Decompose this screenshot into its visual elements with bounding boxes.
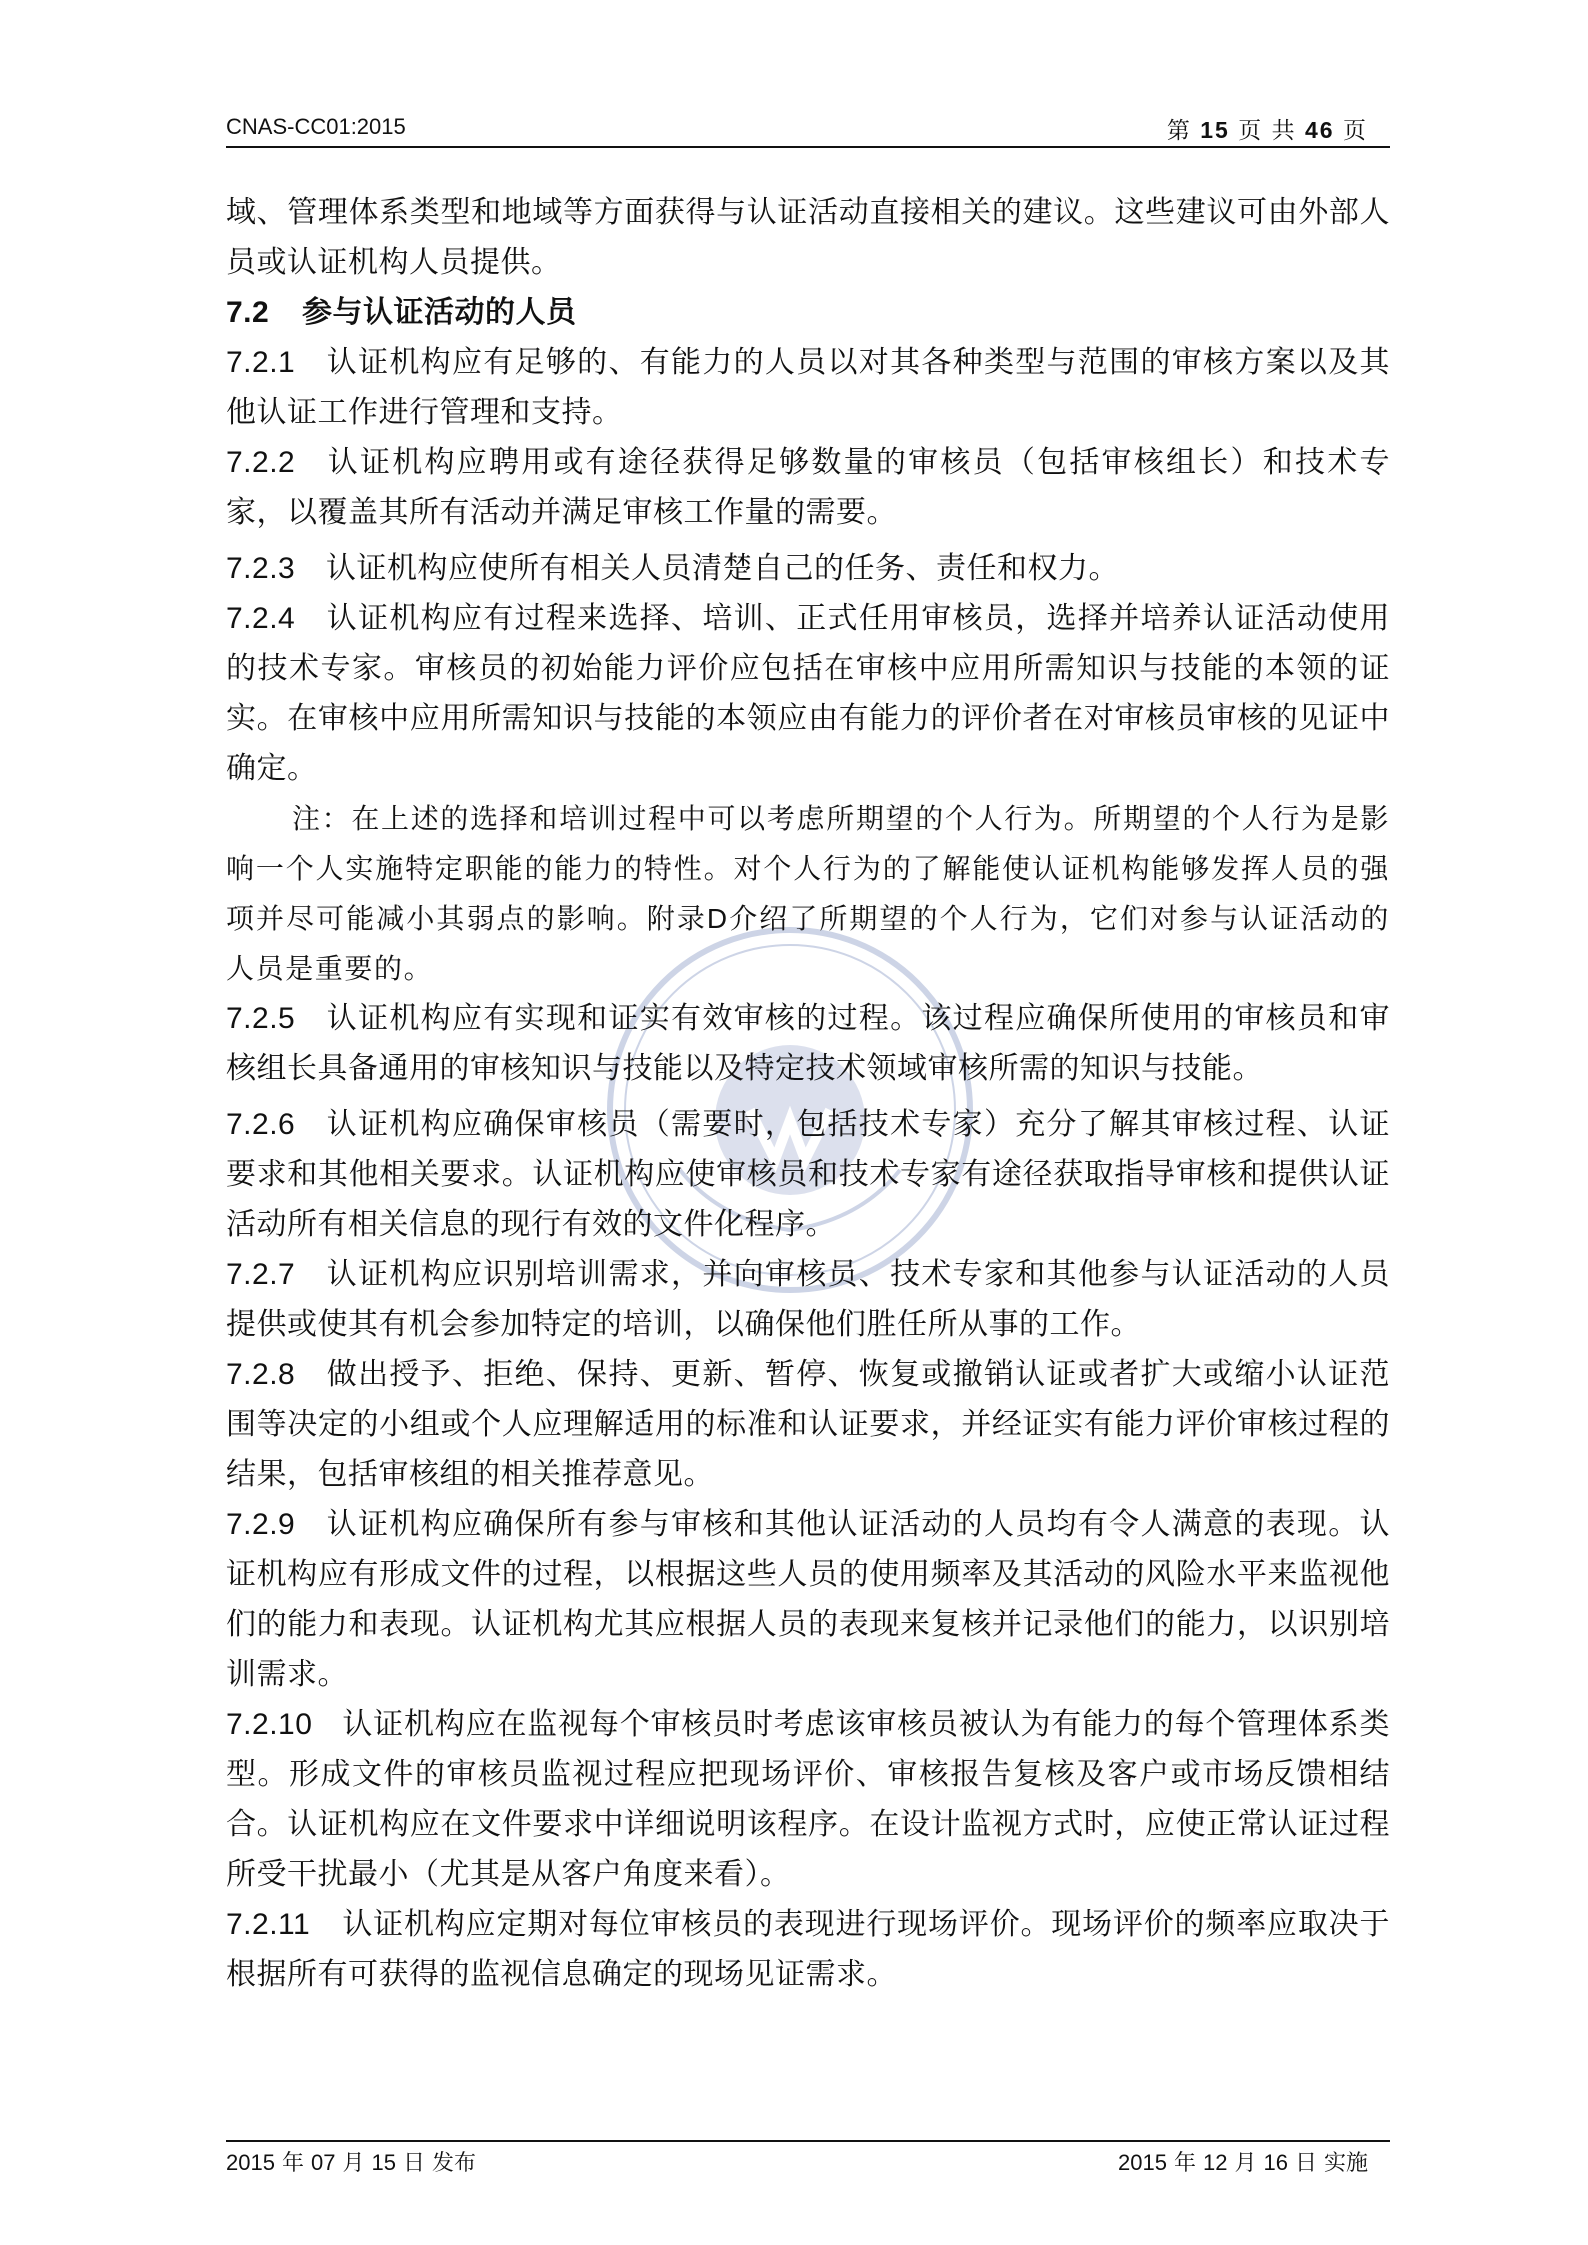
page-header: [226, 112, 1390, 146]
section-heading-7-2: [226, 288, 1390, 338]
impl-label: 实施: [1323, 2151, 1368, 2176]
clause-number: 7.2.10: [226, 1708, 313, 1741]
clause-7-2-3: [226, 544, 1390, 594]
intro-paragraph: 域、管理体系类型和地域等方面获得与认证活动直接相关的建议。这些建议可由外部人员或认证机构人员提供。: [226, 195, 1390, 280]
note-paragraph: [226, 794, 1390, 994]
impl-day: 16: [1263, 2150, 1288, 2175]
year-char: 年: [281, 2151, 304, 2176]
issue-day: 15: [371, 2150, 396, 2175]
day-char: 日: [402, 2151, 425, 2176]
day-char: 日: [1294, 2151, 1317, 2176]
clause-text: 认证机构应确保所有参与审核和其他认证活动的人员均有令人满意的表现。认证机构应有形成文件的过程，以根据这些人员的使用频率及其活动的风险水平来监视他们的能力和表现。认证机构尤其应根据人员的表现来复核并记录他们的能力，以识别培训需求。: [226, 1507, 1390, 1692]
clause-7-2-6: [226, 1100, 1390, 1250]
page-current: 15: [1200, 117, 1230, 143]
annex-letter: D: [706, 903, 729, 934]
issue-year: 2015: [226, 2150, 275, 2175]
clause-text: 认证机构应聘用或有途径获得足够数量的审核员（包括审核组长）和技术专家，以覆盖其所有活动并满足审核工作量的需要。: [226, 445, 1390, 530]
month-char: 月: [342, 2151, 365, 2176]
clause-7-2-10: [226, 1700, 1390, 1900]
clause-text: 认证机构应识别培训需求，并向审核员、技术专家和其他参与认证活动的人员提供或使其有机会参加特定的培训，以确保他们胜任所从事的工作。: [226, 1257, 1390, 1342]
clause-number: 7.2.11: [226, 1908, 311, 1941]
clause-text: 认证机构应定期对每位审核员的表现进行现场评价。现场评价的频率应取决于根据所有可获得的监视信息确定的现场见证需求。: [226, 1907, 1390, 1992]
page-label-suffix: 页: [1343, 117, 1368, 143]
issue-month: 07: [310, 2150, 336, 2175]
section-number: 7.2: [226, 296, 270, 329]
clause-7-2-2: [226, 438, 1390, 538]
impl-month: 12: [1202, 2150, 1228, 2175]
issue-label: 发布: [431, 2151, 476, 2176]
page-number: [1167, 112, 1368, 145]
clause-number: 7.2.9: [226, 1508, 296, 1541]
clause-number: 7.2.4: [226, 602, 296, 635]
clause-text: 做出授予、拒绝、保持、更新、暂停、恢复或撤销认证或者扩大或缩小认证范围等决定的小组或个人应理解适用的标准和认证要求，并经证实有能力评价审核过程的结果，包括审核组的相关推荐意见。: [226, 1357, 1390, 1492]
clause-number: 7.2.8: [226, 1358, 296, 1391]
clause-7-2-8: [226, 1350, 1390, 1500]
impl-year: 2015: [1118, 2150, 1167, 2175]
body-text: [226, 188, 1390, 2000]
clause-text: 认证机构应在监视每个审核员时考虑该审核员被认为有能力的每个管理体系类型。形成文件的审核员监视过程应把现场评价、审核报告复核及客户或市场反馈相结合。认证机构应在文件要求中详细说明该程序。在设计监视方式时，应使正常认证过程所受干扰最小（尤其是从客户角度来看）。: [226, 1707, 1390, 1892]
note-text-start: 注：在上述的选择和培训过程中可以考虑所期望的个人行为。所期望的个人行为是影响一个人实施特定职能的能力的特性。对个人行为的了解能使认证机构能够发挥人员的强项并尽可能减小其弱点的影响。附录: [226, 802, 1390, 935]
clause-number: 7.2.3: [226, 552, 296, 585]
header-rule: [226, 146, 1390, 148]
footer-rule: [226, 2140, 1390, 2142]
page-label-prefix: 第: [1166, 117, 1192, 143]
document-code: CNAS-CC01:2015: [226, 114, 406, 139]
clause-number: 7.2.6: [226, 1108, 296, 1141]
section-title: 参与认证活动的人员: [302, 295, 577, 330]
page-footer: [226, 2146, 1390, 2186]
clause-7-2-7: [226, 1250, 1390, 1350]
clause-text: 认证机构应有足够的、有能力的人员以对其各种类型与范围的审核方案以及其他认证工作进行管理和支持。: [226, 345, 1390, 430]
clause-number: 7.2.2: [226, 446, 296, 479]
clause-text: 认证机构应使所有相关人员清楚自己的任务、责任和权力。: [326, 551, 1119, 586]
clause-number: 7.2.1: [226, 346, 296, 379]
issue-date: [226, 2146, 476, 2177]
implementation-date: [1118, 2146, 1368, 2177]
clause-text: 认证机构应确保审核员（需要时，包括技术专家）充分了解其审核过程、认证要求和其他相关要求。认证机构应使审核员和技术专家有途径获取指导审核和提供认证活动所有相关信息的现行有效的文件化程序。: [226, 1107, 1390, 1242]
note-text-end: 介绍了所期望的个人行为，它们对参与认证活动的人员是重要的。: [226, 902, 1391, 985]
month-char: 月: [1234, 2151, 1257, 2176]
clause-text: 认证机构应有实现和证实有效审核的过程。该过程应确保所使用的审核员和审核组长具备通用的审核知识与技能以及特定技术领域审核所需的知识与技能。: [226, 1001, 1390, 1086]
page-total: 46: [1305, 117, 1335, 143]
clause-7-2-11: [226, 1900, 1390, 2000]
clause-7-2-1: [226, 338, 1390, 438]
clause-text: 认证机构应有过程来选择、培训、正式任用审核员，选择并培养认证活动使用的技术专家。审核员的初始能力评价应包括在审核中应用所需知识与技能的本领的证实。在审核中应用所需知识与技能的本领应由有能力的评价者在对审核员审核的见证中确定。: [226, 601, 1390, 786]
year-char: 年: [1173, 2151, 1196, 2176]
clause-7-2-4: [226, 594, 1390, 794]
clause-7-2-5: [226, 994, 1390, 1094]
clause-7-2-9: [226, 1500, 1390, 1700]
page-label-mid: 页 共: [1238, 117, 1297, 143]
clause-number: 7.2.7: [226, 1258, 296, 1291]
clause-number: 7.2.5: [226, 1002, 296, 1035]
